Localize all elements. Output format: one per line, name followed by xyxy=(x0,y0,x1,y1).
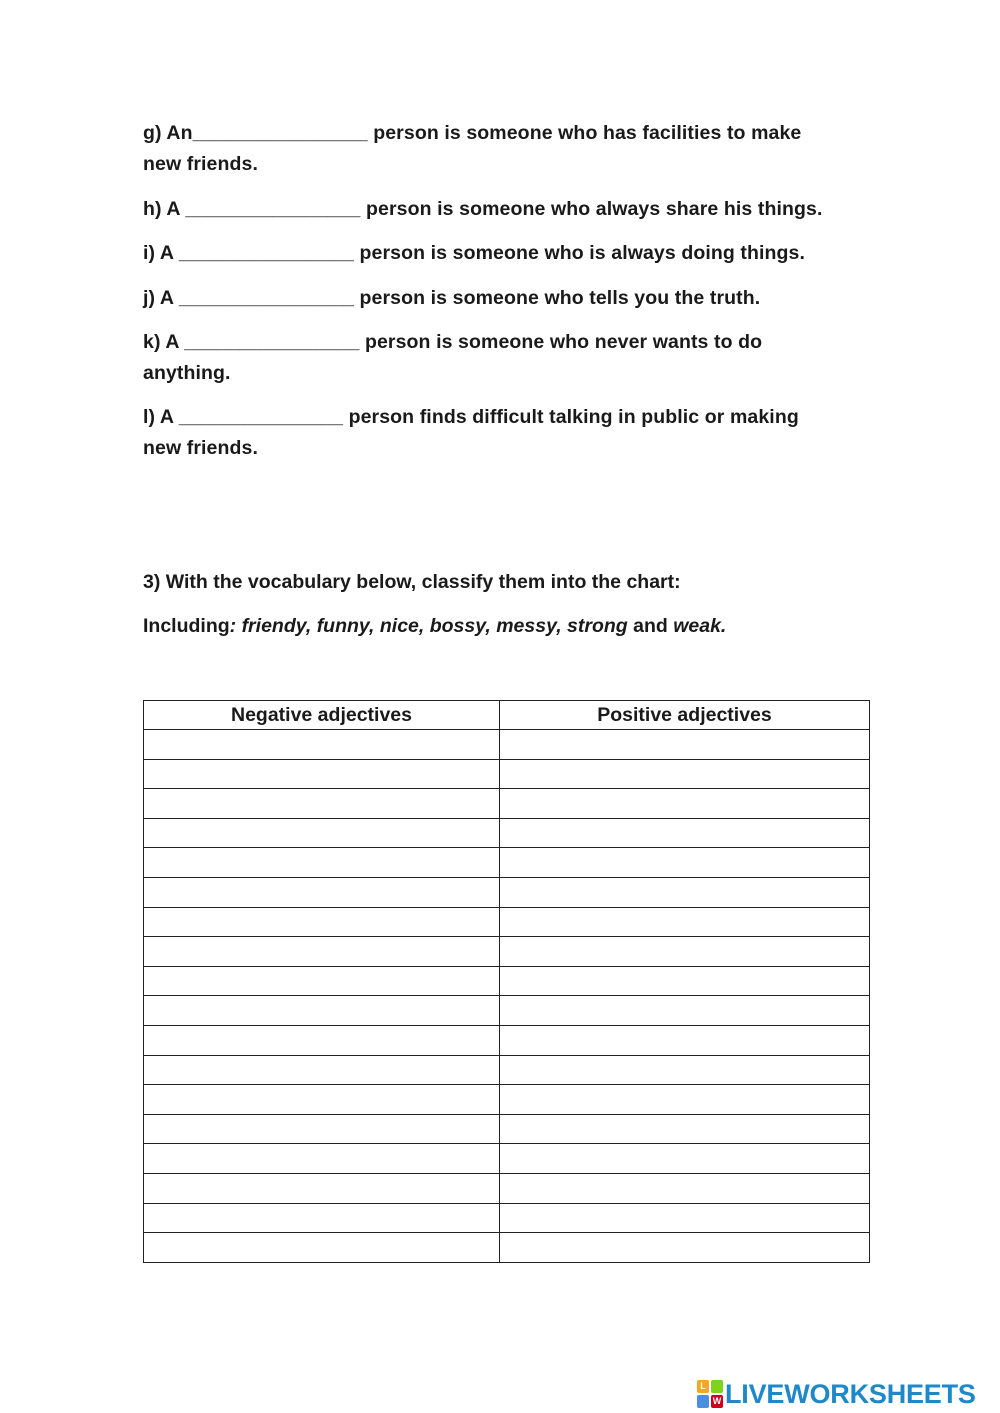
question-j xyxy=(143,283,863,314)
negative-adjective-cell[interactable] xyxy=(144,907,500,937)
liveworksheets-logo xyxy=(697,1378,976,1410)
including-label: Including xyxy=(143,615,230,637)
positive-adjective-cell[interactable] xyxy=(500,907,870,937)
negative-adjective-cell[interactable] xyxy=(144,1233,500,1263)
logo-square-blue xyxy=(697,1395,709,1408)
logo-icon xyxy=(697,1380,723,1408)
positive-adjective-cell[interactable] xyxy=(500,1144,870,1174)
chart-row xyxy=(144,1173,870,1203)
chart-row xyxy=(144,966,870,996)
positive-adjective-cell[interactable] xyxy=(500,877,870,907)
positive-adjective-cell[interactable] xyxy=(500,818,870,848)
negative-adjective-cell[interactable] xyxy=(144,1144,500,1174)
chart-row xyxy=(144,996,870,1026)
question-h xyxy=(143,194,863,225)
question-l-line1: l) A _______________ person finds difficult talking in public or making xyxy=(143,406,799,428)
negative-adjectives-header: Negative adjectives xyxy=(144,701,500,730)
chart-row xyxy=(144,759,870,789)
vocabulary-last-word: weak. xyxy=(673,615,727,637)
positive-adjective-cell[interactable] xyxy=(500,1025,870,1055)
logo-letter-w: W xyxy=(712,1396,722,1406)
question-l-line2: new friends. xyxy=(143,437,258,459)
question-h-line1: h) A ________________ person is someone who always share his things. xyxy=(143,198,823,220)
positive-adjective-cell[interactable] xyxy=(500,730,870,760)
negative-adjective-cell[interactable] xyxy=(144,730,500,760)
chart-row xyxy=(144,1233,870,1263)
and-word: and xyxy=(627,615,674,637)
chart-row xyxy=(144,1055,870,1085)
positive-adjective-cell[interactable] xyxy=(500,1203,870,1233)
positive-adjectives-header: Positive adjectives xyxy=(500,701,870,730)
chart-row xyxy=(144,937,870,967)
vocabulary-words: : friendy, funny, nice, bossy, messy, strong xyxy=(229,615,628,637)
negative-adjective-cell[interactable] xyxy=(144,759,500,789)
positive-adjective-cell[interactable] xyxy=(500,1085,870,1115)
negative-adjective-cell[interactable] xyxy=(144,1025,500,1055)
negative-adjective-cell[interactable] xyxy=(144,848,500,878)
chart-row xyxy=(144,1144,870,1174)
positive-adjective-cell[interactable] xyxy=(500,966,870,996)
negative-adjective-cell[interactable] xyxy=(144,818,500,848)
negative-adjective-cell[interactable] xyxy=(144,966,500,996)
chart-row xyxy=(144,907,870,937)
negative-adjective-cell[interactable] xyxy=(144,1173,500,1203)
section-3-title: 3) With the vocabulary below, classify them into the chart: xyxy=(143,571,681,593)
question-g-line2: new friends. xyxy=(143,153,258,175)
question-g-line1: g) An________________ person is someone who has facilities to make xyxy=(143,122,802,144)
negative-adjective-cell[interactable] xyxy=(144,1055,500,1085)
negative-adjective-cell[interactable] xyxy=(144,1203,500,1233)
negative-adjective-cell[interactable] xyxy=(144,789,500,819)
question-k-line1: k) A ________________ person is someone who never wants to do xyxy=(143,331,763,353)
question-k-line2: anything. xyxy=(143,362,231,384)
positive-adjective-cell[interactable] xyxy=(500,789,870,819)
positive-adjective-cell[interactable] xyxy=(500,1055,870,1085)
positive-adjective-cell[interactable] xyxy=(500,1173,870,1203)
chart-header-row xyxy=(144,701,870,730)
question-i xyxy=(143,238,863,269)
chart-row xyxy=(144,730,870,760)
negative-adjective-cell[interactable] xyxy=(144,937,500,967)
chart-row xyxy=(144,1203,870,1233)
positive-adjective-cell[interactable] xyxy=(500,1233,870,1263)
chart-row xyxy=(144,848,870,878)
logo-text: LIVEWORKSHEETS xyxy=(725,1378,976,1409)
question-g xyxy=(143,118,863,180)
adjectives-chart xyxy=(143,700,870,1263)
chart-row xyxy=(144,1085,870,1115)
logo-square-green xyxy=(711,1380,723,1393)
positive-adjective-cell[interactable] xyxy=(500,937,870,967)
chart-body xyxy=(144,730,870,1263)
negative-adjective-cell[interactable] xyxy=(144,1085,500,1115)
question-k xyxy=(143,327,863,389)
negative-adjective-cell[interactable] xyxy=(144,1114,500,1144)
question-i-line1: i) A ________________ person is someone who is always doing things. xyxy=(143,242,806,264)
positive-adjective-cell[interactable] xyxy=(500,759,870,789)
negative-adjective-cell[interactable] xyxy=(144,877,500,907)
negative-adjective-cell[interactable] xyxy=(144,996,500,1026)
question-j-line1: j) A ________________ person is someone who tells you the truth. xyxy=(143,287,761,309)
chart-row xyxy=(144,1025,870,1055)
positive-adjective-cell[interactable] xyxy=(500,1114,870,1144)
logo-letter-l: L xyxy=(697,1380,709,1393)
positive-adjective-cell[interactable] xyxy=(500,848,870,878)
question-l xyxy=(143,402,863,464)
chart-row xyxy=(144,818,870,848)
chart-row xyxy=(144,877,870,907)
chart-row xyxy=(144,789,870,819)
vocabulary-list xyxy=(143,611,903,641)
positive-adjective-cell[interactable] xyxy=(500,996,870,1026)
chart-row xyxy=(144,1114,870,1144)
